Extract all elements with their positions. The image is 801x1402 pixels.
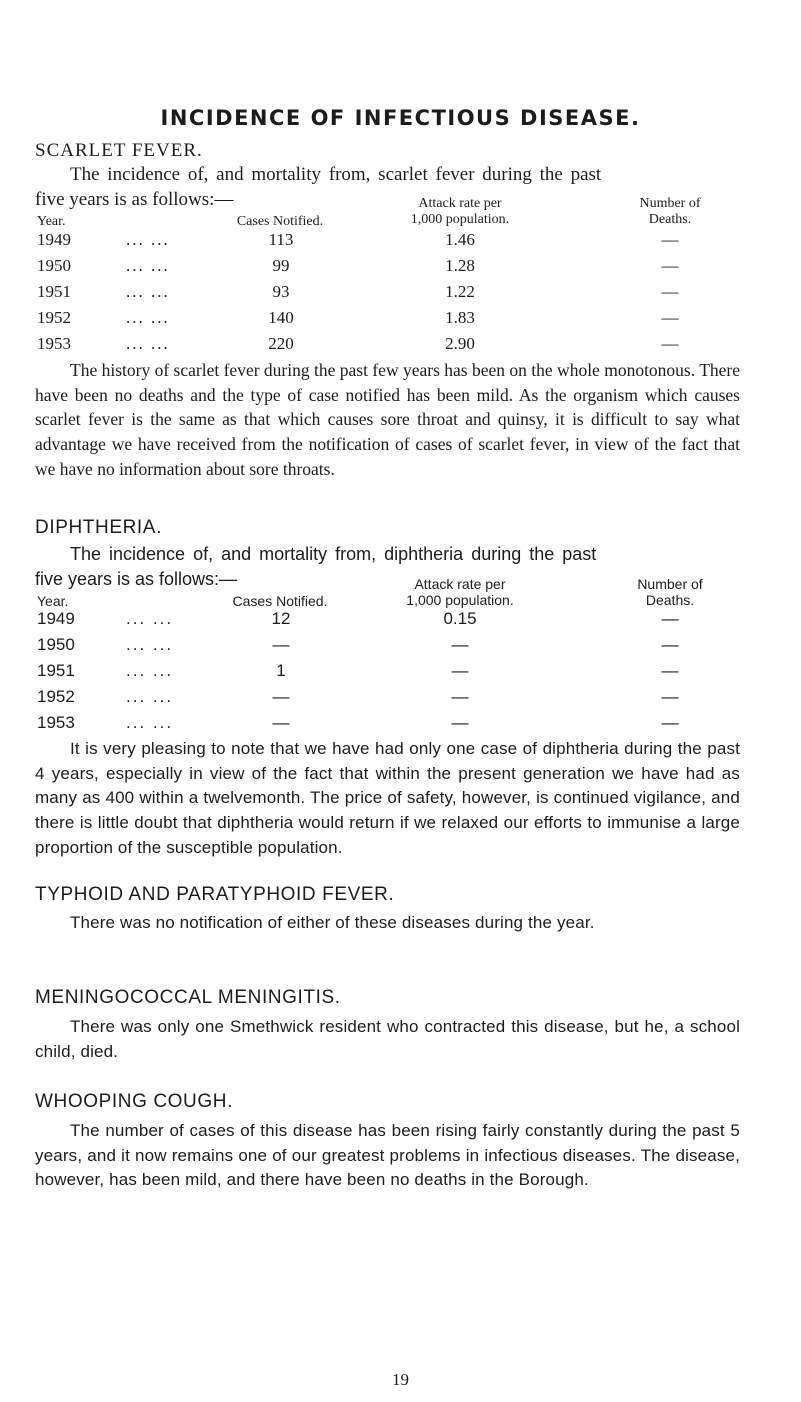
- table-row: 1952 ... ... 140 1.83 —: [37, 308, 679, 327]
- page-title: INCIDENCE OF INFECTIOUS DISEASE.: [160, 106, 641, 130]
- diphtheria-intro-line: The incidence of, and mortality from, diphtheria during the past: [70, 544, 597, 564]
- scarlet-intro-line: The incidence of, and mortality from, scarlet fever during the past: [70, 164, 602, 185]
- column-header-attack-rate: Attack rate per 1,000 population.: [410, 196, 510, 227]
- typhoid-paragraph: There was no notification of either of these diseases during the year.: [70, 913, 595, 932]
- column-header-year: Year.: [37, 593, 69, 609]
- page-number: 19: [392, 1370, 409, 1389]
- section-heading-whooping-cough: WHOOPING COUGH.: [35, 1091, 233, 1112]
- table-row: 1950 ... ... — — —: [37, 635, 679, 654]
- table-row: 1951 ... ... 93 1.22 —: [37, 282, 679, 301]
- table-row: 1949 ... ... 12 0.15 —: [37, 609, 679, 628]
- column-header-attack-rate: Attack rate per 1,000 population.: [406, 576, 514, 608]
- diphtheria-paragraph: It is very pleasing to note that we have had only one case of diphtheria during the past 4 years, especially in view of the fact that within the present generation we have had as many as 400 within a twelvemonth. The price of safety, however, is continued vigilance, and there is little doubt that diphtheria would return if we relaxed our efforts to immunise a large proportion of the susceptible population.: [35, 739, 740, 857]
- table-row: 1950 ... ... 99 1.28 —: [37, 256, 679, 275]
- diphtheria-intro-line: five years is as follows:—: [35, 569, 238, 589]
- column-header-deaths: Number of Deaths.: [637, 576, 703, 608]
- table-row: 1952 ... ... — — —: [37, 687, 679, 706]
- section-heading-diphtheria: DIPHTHERIA.: [35, 517, 162, 538]
- column-header-cases: Cases Notified.: [232, 593, 328, 609]
- section-heading-typhoid: TYPHOID AND PARATYPHOID FEVER.: [35, 884, 395, 905]
- table-row: 1949 ... ... 113 1.46 —: [37, 230, 679, 249]
- scarlet-fever-paragraph: The history of scarlet fever during the past few years has been on the whole monotonous. There have been no deaths and the type of case notified has been mild. As the organism which causes scarlet fever is the same as that which causes sore throat and quinsy, it is difficult to say what advantage we have received from the notification of cases of scarlet fever, in view of the fact that we have no information about sore throats.: [35, 360, 740, 479]
- table-row: 1951 ... ... 1 — —: [37, 661, 679, 680]
- section-heading-scarlet-fever: SCARLET FEVER.: [35, 140, 203, 161]
- table-row: 1953 ... ... — — —: [37, 713, 679, 732]
- scarlet-intro-line: five years is as follows:—: [35, 189, 234, 210]
- table-row: 1953 ... ... 220 2.90 —: [37, 334, 679, 353]
- column-header-cases: Cases Notified.: [236, 214, 324, 229]
- whooping-cough-paragraph: The number of cases of this disease has been rising fairly constantly during the past 5 years, and it now remains one of our greatest problems in infectious diseases. The disease, however, has been mild, and there have been no deaths in the Borough.: [35, 1121, 740, 1190]
- meningitis-paragraph: There was only one Smethwick resident who contracted this disease, but he, a school child, died.: [35, 1017, 740, 1061]
- section-heading-meningitis: MENINGOCOCCAL MENINGITIS.: [35, 987, 341, 1008]
- column-header-year: Year.: [37, 214, 66, 229]
- column-header-deaths: Number of Deaths.: [639, 196, 701, 227]
